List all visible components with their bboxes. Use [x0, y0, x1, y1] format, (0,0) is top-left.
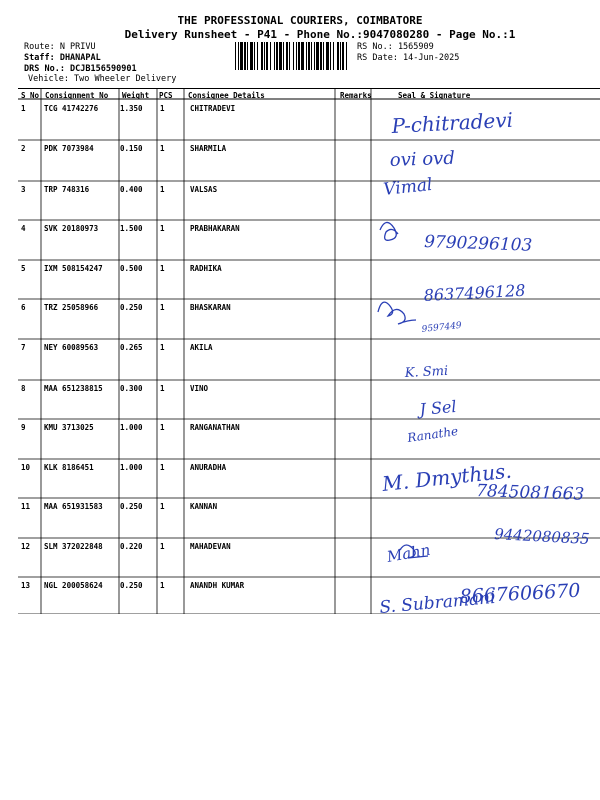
row-consignee: KANNAN: [190, 502, 218, 511]
rs-number: RS No.: 1565909: [357, 42, 434, 52]
row-sno: 9: [21, 423, 26, 432]
signature-10: M. Dmythus.: [381, 458, 513, 496]
row-sno: 13: [21, 581, 31, 590]
runsheet-table-grid: [18, 88, 600, 614]
row-consignee: RANGANATHAN: [190, 423, 240, 432]
row-consignee: AKILA: [190, 343, 213, 352]
signature-11: 7845081663: [475, 481, 585, 505]
row-consignee: SHARMILA: [190, 144, 227, 153]
row-consignee: MAHADEVAN: [190, 542, 231, 551]
row-consignment-no: PDK 7073984: [44, 144, 94, 153]
row-weight: 0.265: [120, 343, 143, 352]
row-weight: 0.250: [120, 581, 143, 590]
row-sno: 8: [21, 384, 26, 393]
column-header-consignment: Consignment No: [45, 91, 109, 100]
row-pcs: 1: [160, 542, 165, 551]
signature-2: ovi ovd: [389, 147, 456, 171]
row-consignment-no: TRZ 25058966: [44, 303, 99, 312]
signature-4: 9790296103: [423, 232, 533, 256]
row-consignment-no: IXM 508154247: [44, 264, 103, 273]
row-weight: 0.250: [120, 502, 143, 511]
row-consignment-no: NEY 60089563: [44, 343, 99, 352]
route-label: Route: N PRIVU: [24, 42, 96, 52]
signature-6: 9597449: [421, 320, 463, 335]
vehicle-label: Vehicle: Two Wheeler Delivery: [28, 74, 177, 84]
row-pcs: 1: [160, 463, 165, 472]
row-pcs: 1: [160, 104, 165, 113]
row-consignment-no: SLM 372022848: [44, 542, 103, 551]
row-weight: 1.350: [120, 104, 143, 113]
drs-label: DRS No.: DCJB156590901: [24, 64, 137, 74]
row-sno: 5: [21, 264, 26, 273]
row-weight: 1.000: [120, 463, 143, 472]
row-pcs: 1: [160, 144, 165, 153]
signature-13: Mahn: [385, 540, 432, 566]
runsheet-subtitle: Delivery Runsheet - P41 - Phone No.:9047080280 - Page No.:1: [124, 28, 516, 41]
signature-5: 8637496128: [423, 280, 526, 305]
column-header-sno: S No: [21, 91, 40, 100]
row-weight: 0.150: [120, 144, 143, 153]
row-pcs: 1: [160, 264, 165, 273]
row-weight: 0.300: [120, 384, 143, 393]
row-consignment-no: KLK 8186451: [44, 463, 94, 472]
row-weight: 1.000: [120, 423, 143, 432]
row-weight: 0.400: [120, 185, 143, 194]
signature-3: Vimal: [382, 174, 434, 200]
row-pcs: 1: [160, 423, 165, 432]
signature-15: S. Subramani: [378, 587, 497, 618]
company-title: THE PROFESSIONAL COURIERS, COIMBATORE: [177, 14, 423, 27]
row-consignment-no: MAA 651931583: [44, 502, 103, 511]
signature-8: J Sel: [418, 396, 458, 419]
row-consignee: PRABHAKARAN: [190, 224, 240, 233]
row-consignee: VALSAS: [190, 185, 218, 194]
row-consignee: RADHIKA: [190, 264, 222, 273]
row-sno: 12: [21, 542, 31, 551]
row-sno: 3: [21, 185, 26, 194]
column-header-weight: Weight: [122, 91, 150, 100]
barcode-image: [235, 42, 350, 70]
row-weight: 1.500: [120, 224, 143, 233]
row-consignment-no: KMU 3713025: [44, 423, 94, 432]
row-consignee: CHITRADEVI: [190, 104, 236, 113]
row-sno: 2: [21, 144, 26, 153]
row-consignee: ANANDH KUMAR: [190, 581, 245, 590]
staff-label: Staff: DHANAPAL: [24, 53, 101, 63]
row-pcs: 1: [160, 224, 165, 233]
row-pcs: 1: [160, 185, 165, 194]
row-consignee: VINO: [190, 384, 209, 393]
row-consignment-no: TCG 41742276: [44, 104, 99, 113]
row-sno: 11: [21, 502, 31, 511]
row-pcs: 1: [160, 303, 165, 312]
rs-date: RS Date: 14-Jun-2025: [357, 53, 460, 63]
row-consignment-no: SVK 20180973: [44, 224, 99, 233]
row-consignee: ANURADHA: [190, 463, 227, 472]
column-header-signature: Seal & Signature: [398, 91, 471, 100]
column-header-remarks: Remarks: [340, 91, 372, 100]
row-sno: 4: [21, 224, 26, 233]
row-pcs: 1: [160, 384, 165, 393]
row-sno: 7: [21, 343, 26, 352]
row-consignment-no: TRP 748316: [44, 185, 90, 194]
signature-7: K. Smi: [404, 363, 449, 381]
signature-1: P-chitradevi: [391, 107, 514, 138]
signature-9: Ranathe: [406, 424, 459, 445]
row-consignment-no: MAA 651238815: [44, 384, 103, 393]
row-pcs: 1: [160, 502, 165, 511]
row-pcs: 1: [160, 343, 165, 352]
signature-12: 9442080835: [493, 525, 591, 548]
row-weight: 0.220: [120, 542, 143, 551]
row-sno: 6: [21, 303, 26, 312]
row-consignment-no: NGL 200058624: [44, 581, 103, 590]
row-consignee: BHASKARAN: [190, 303, 231, 312]
row-sno: 10: [21, 463, 31, 472]
signature-14: 8667606670: [459, 579, 581, 608]
row-sno: 1: [21, 104, 26, 113]
column-header-consignee: Consignee Details: [188, 91, 265, 100]
row-weight: 0.250: [120, 303, 143, 312]
row-weight: 0.500: [120, 264, 143, 273]
row-pcs: 1: [160, 581, 165, 590]
column-header-pcs: PCS: [159, 91, 173, 100]
